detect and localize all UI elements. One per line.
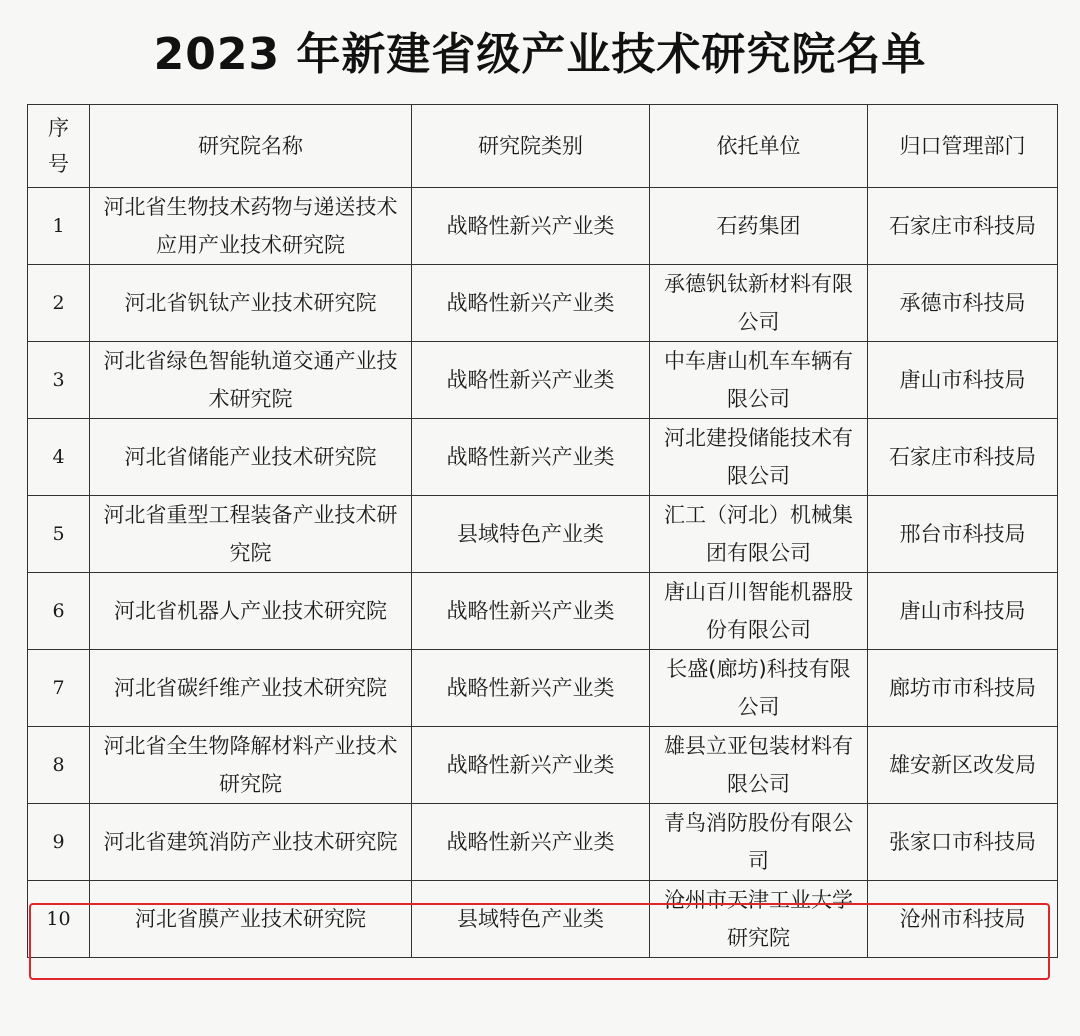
cell-host-unit: 汇工（河北）机械集团有限公司 xyxy=(650,496,868,573)
cell-host-unit: 长盛(廊坊)科技有限公司 xyxy=(650,650,868,727)
cell-no: 6 xyxy=(28,573,90,650)
table-row xyxy=(28,573,1058,650)
cell-institute-name: 河北省膜产业技术研究院 xyxy=(90,881,412,958)
cell-department: 石家庄市科技局 xyxy=(868,419,1058,496)
cell-department: 沧州市科技局 xyxy=(868,881,1058,958)
cell-category: 战略性新兴产业类 xyxy=(412,804,650,881)
header-unit: 依托单位 xyxy=(650,105,868,188)
cell-institute-name: 河北省碳纤维产业技术研究院 xyxy=(90,650,412,727)
cell-category: 县域特色产业类 xyxy=(412,496,650,573)
cell-host-unit: 石药集团 xyxy=(650,188,868,265)
cell-host-unit: 唐山百川智能机器股份有限公司 xyxy=(650,573,868,650)
cell-host-unit: 中车唐山机车车辆有限公司 xyxy=(650,342,868,419)
document-title: 2023 年新建省级产业技术研究院名单 xyxy=(153,29,927,80)
cell-no: 5 xyxy=(28,496,90,573)
table-row xyxy=(28,342,1058,419)
cell-department: 石家庄市科技局 xyxy=(868,188,1058,265)
cell-department: 邢台市科技局 xyxy=(868,496,1058,573)
cell-institute-name: 河北省绿色智能轨道交通产业技术研究院 xyxy=(90,342,412,419)
header-name: 研究院名称 xyxy=(90,105,412,188)
cell-category: 县域特色产业类 xyxy=(412,881,650,958)
header-no xyxy=(28,105,90,188)
cell-category: 战略性新兴产业类 xyxy=(412,265,650,342)
table-row xyxy=(28,727,1058,804)
header-no-label: 序号 xyxy=(48,116,69,176)
table-row xyxy=(28,804,1058,881)
table-row xyxy=(28,265,1058,342)
cell-institute-name: 河北省钒钛产业技术研究院 xyxy=(90,265,412,342)
cell-no: 1 xyxy=(28,188,90,265)
cell-category: 战略性新兴产业类 xyxy=(412,342,650,419)
table-header-row xyxy=(28,105,1058,188)
cell-institute-name: 河北省全生物降解材料产业技术研究院 xyxy=(90,727,412,804)
cell-category: 战略性新兴产业类 xyxy=(412,573,650,650)
cell-no: 3 xyxy=(28,342,90,419)
cell-no: 8 xyxy=(28,727,90,804)
cell-host-unit: 青鸟消防股份有限公司 xyxy=(650,804,868,881)
cell-institute-name: 河北省生物技术药物与递送技术应用产业技术研究院 xyxy=(90,188,412,265)
cell-host-unit: 河北建投储能技术有限公司 xyxy=(650,419,868,496)
table-row xyxy=(28,650,1058,727)
header-dept: 归口管理部门 xyxy=(868,105,1058,188)
cell-category: 战略性新兴产业类 xyxy=(412,650,650,727)
institute-list-table xyxy=(27,104,1058,958)
table-row xyxy=(28,881,1058,958)
header-category: 研究院类别 xyxy=(412,105,650,188)
cell-category: 战略性新兴产业类 xyxy=(412,727,650,804)
cell-host-unit: 承德钒钛新材料有限公司 xyxy=(650,265,868,342)
cell-institute-name: 河北省重型工程装备产业技术研究院 xyxy=(90,496,412,573)
cell-department: 廊坊市市科技局 xyxy=(868,650,1058,727)
cell-department: 张家口市科技局 xyxy=(868,804,1058,881)
cell-category: 战略性新兴产业类 xyxy=(412,419,650,496)
cell-department: 唐山市科技局 xyxy=(868,573,1058,650)
cell-institute-name: 河北省储能产业技术研究院 xyxy=(90,419,412,496)
cell-host-unit: 雄县立亚包装材料有限公司 xyxy=(650,727,868,804)
cell-department: 唐山市科技局 xyxy=(868,342,1058,419)
cell-institute-name: 河北省建筑消防产业技术研究院 xyxy=(90,804,412,881)
cell-no: 7 xyxy=(28,650,90,727)
cell-no: 4 xyxy=(28,419,90,496)
cell-no: 2 xyxy=(28,265,90,342)
table-row xyxy=(28,496,1058,573)
cell-institute-name: 河北省机器人产业技术研究院 xyxy=(90,573,412,650)
table-row xyxy=(28,419,1058,496)
cell-department: 雄安新区改发局 xyxy=(868,727,1058,804)
cell-host-unit: 沧州市天津工业大学研究院 xyxy=(650,881,868,958)
cell-category: 战略性新兴产业类 xyxy=(412,188,650,265)
table-row xyxy=(28,188,1058,265)
cell-department: 承德市科技局 xyxy=(868,265,1058,342)
cell-no: 9 xyxy=(28,804,90,881)
cell-no: 10 xyxy=(28,881,90,958)
